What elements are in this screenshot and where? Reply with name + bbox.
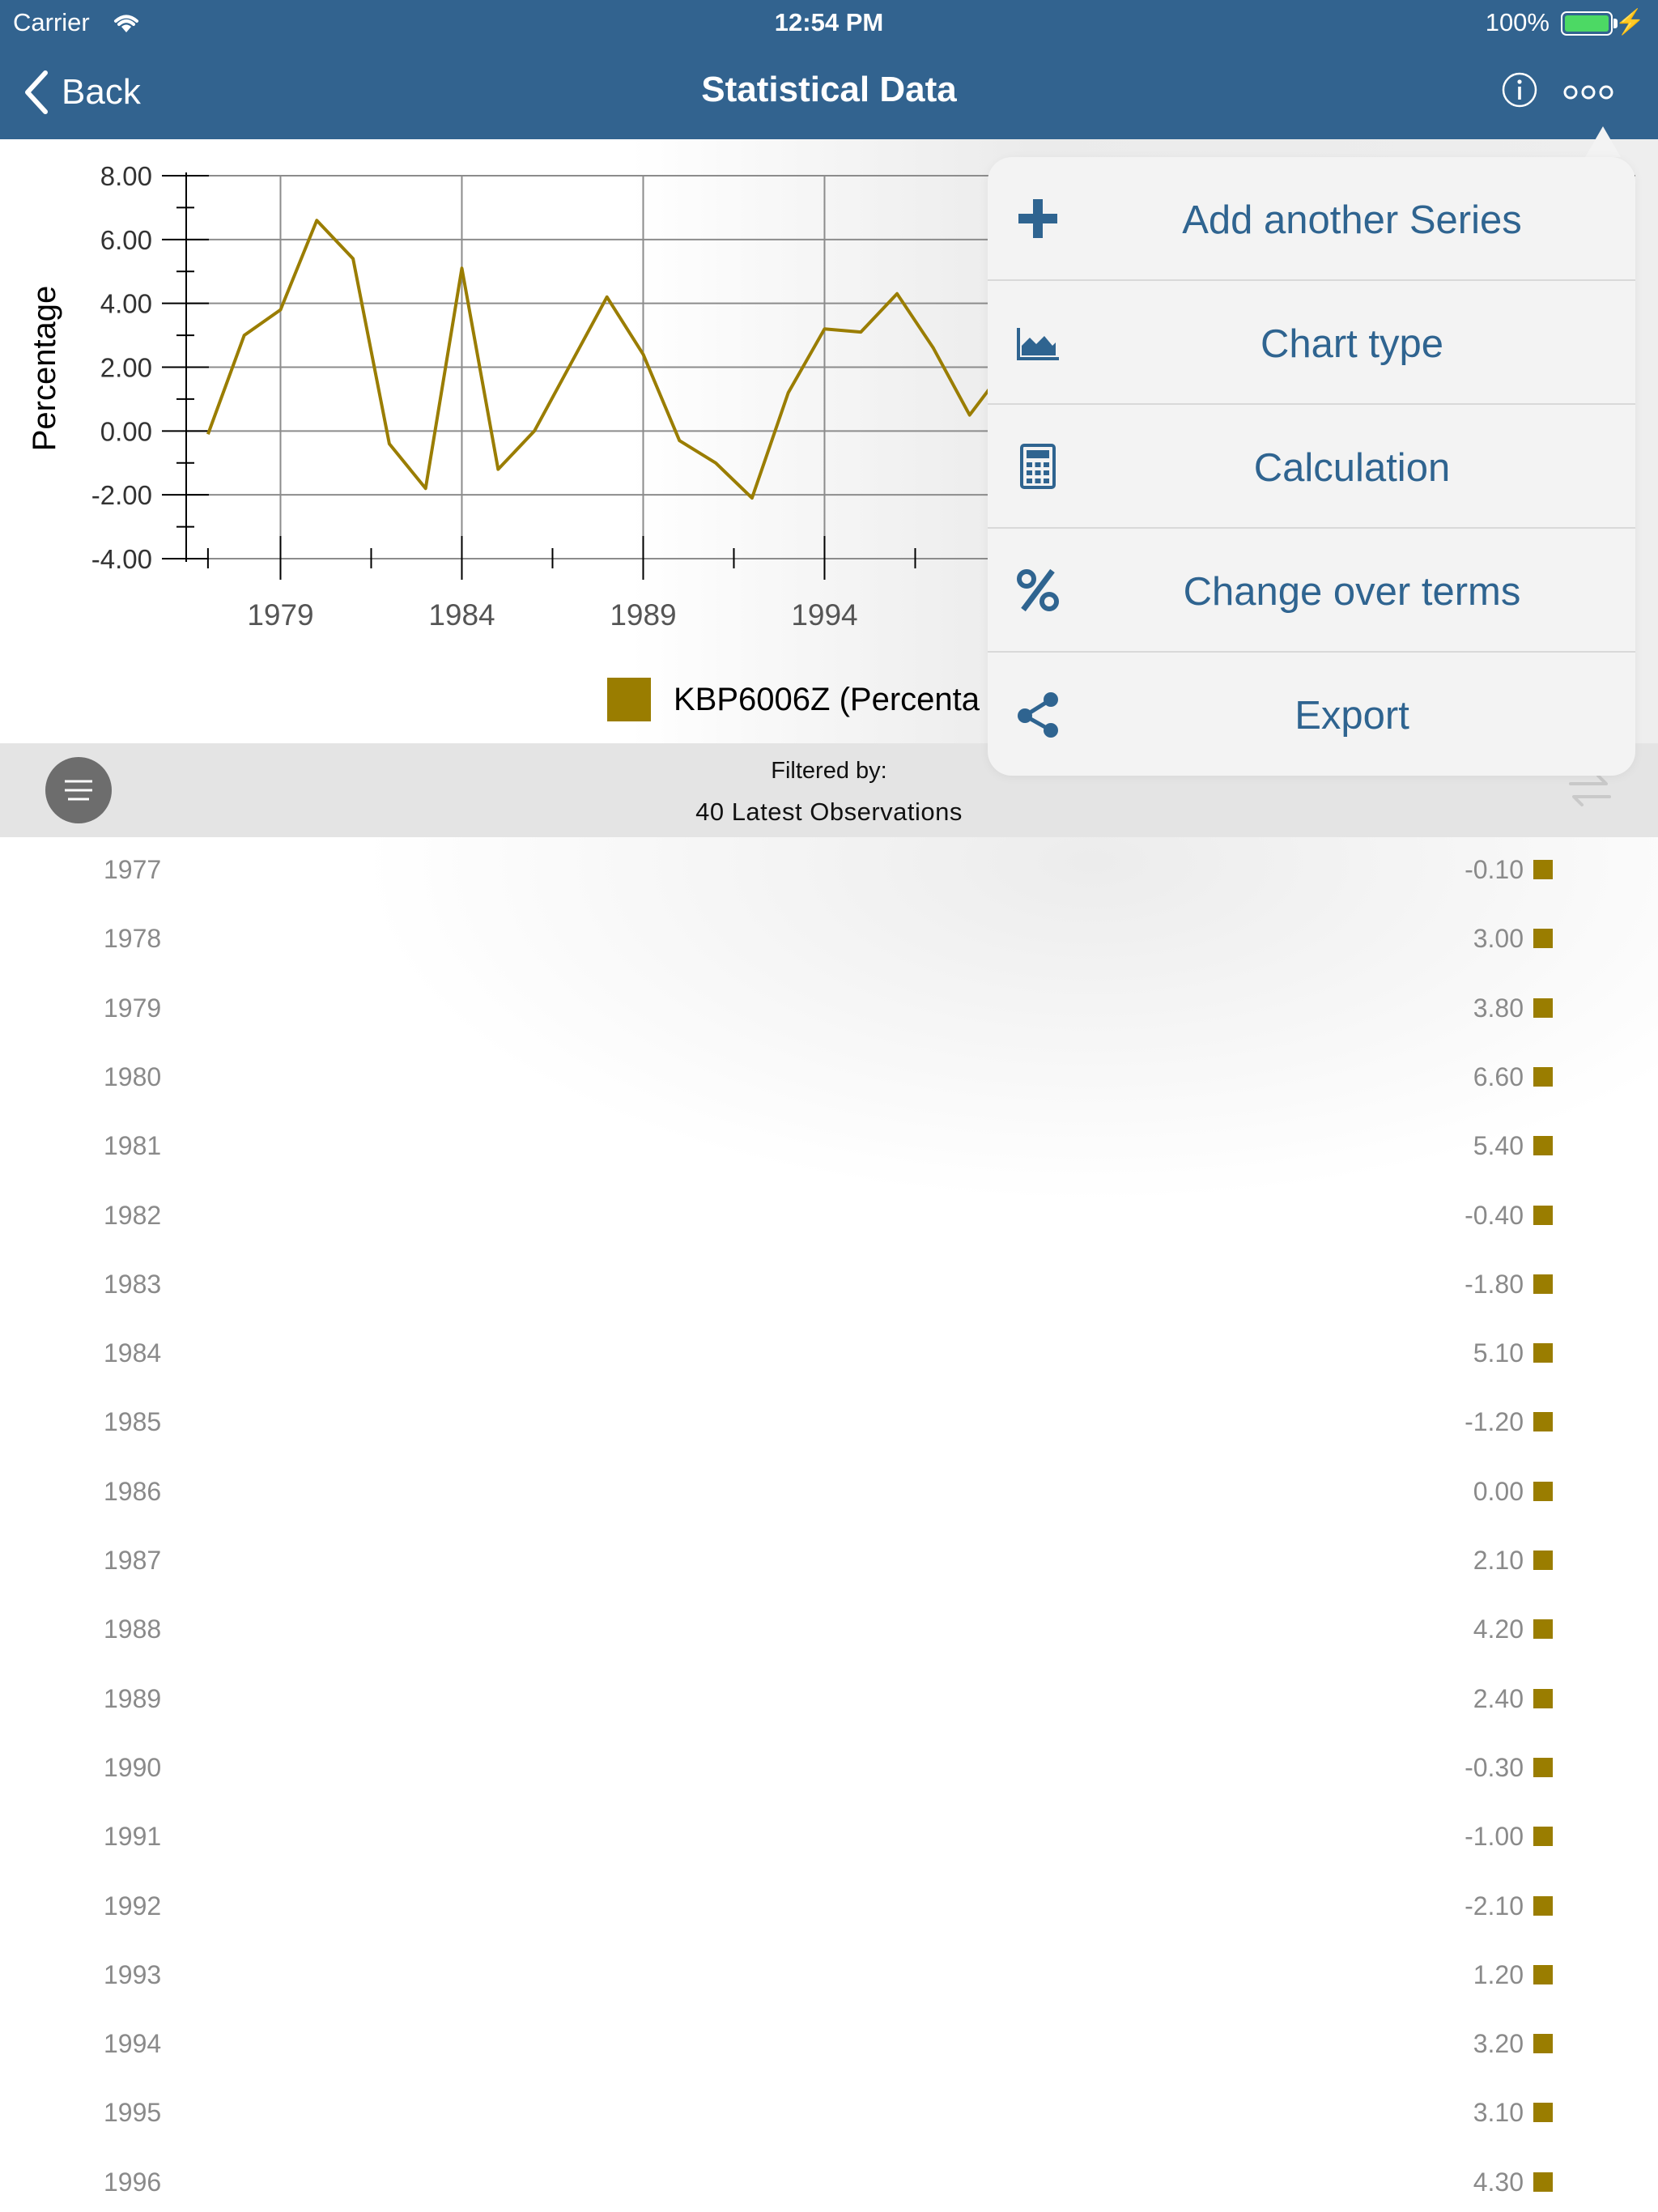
y-tick-label: 6.00	[100, 224, 152, 255]
y-axis-label: Percentage	[27, 285, 62, 452]
series-color-marker	[1533, 998, 1553, 1018]
row-year: 1989	[104, 1683, 162, 1713]
row-year: 1978	[104, 924, 162, 954]
series-color-marker	[1533, 1067, 1553, 1087]
table-row[interactable]	[0, 1113, 1658, 1182]
table-row[interactable]	[0, 1597, 1658, 1665]
share-icon	[1014, 690, 1062, 738]
menu-item-label: Change over terms	[1183, 570, 1521, 614]
table-row[interactable]	[0, 2011, 1658, 2080]
y-tick-label: -2.00	[91, 480, 152, 511]
row-year: 1986	[104, 1476, 162, 1506]
row-value: 3.10	[1473, 2098, 1524, 2128]
series-color-marker	[1533, 1896, 1553, 1916]
observation-list[interactable]	[0, 837, 1658, 2212]
menu-item-calculation[interactable]	[988, 405, 1635, 529]
row-value: 4.20	[1473, 1614, 1524, 1644]
row-value: -0.30	[1465, 1752, 1524, 1782]
table-row[interactable]	[0, 1735, 1658, 1804]
popover-arrow	[1585, 126, 1621, 157]
row-year: 1977	[104, 855, 162, 884]
series-color-marker	[1533, 1343, 1553, 1363]
table-row[interactable]	[0, 1389, 1658, 1458]
table-row[interactable]	[0, 906, 1658, 975]
row-year: 1991	[104, 1822, 162, 1852]
legend-label: KBP6006Z (Percenta	[674, 681, 980, 717]
table-row[interactable]	[0, 2150, 1658, 2212]
table-row[interactable]	[0, 1044, 1658, 1113]
row-value: 4.30	[1473, 2167, 1524, 2197]
more-options-icon[interactable]	[1562, 78, 1614, 107]
x-tick-label: 1979	[247, 598, 314, 632]
table-row[interactable]	[0, 1183, 1658, 1252]
series-color-marker	[1533, 929, 1553, 948]
x-tick-label: 1989	[610, 598, 677, 632]
row-value: -1.00	[1465, 1822, 1524, 1852]
series-color-marker	[1533, 1758, 1553, 1777]
y-tick-label: 2.00	[100, 352, 152, 383]
chart-legend	[607, 678, 980, 721]
row-year: 1992	[104, 1891, 162, 1921]
row-value: -2.10	[1465, 1891, 1524, 1921]
x-tick-label: 1994	[791, 598, 858, 632]
row-year: 1981	[104, 1131, 162, 1161]
row-year: 1984	[104, 1338, 162, 1368]
row-year: 1994	[104, 2029, 162, 2059]
status-time: 12:54 PM	[774, 8, 884, 36]
row-year: 1995	[104, 2098, 162, 2128]
series-color-marker	[1533, 1827, 1553, 1846]
row-value: 2.40	[1473, 1683, 1524, 1713]
row-year: 1980	[104, 1061, 162, 1091]
area-chart-icon	[1014, 318, 1062, 367]
series-line	[208, 220, 1006, 498]
menu-item-label: Chart type	[1260, 322, 1444, 366]
menu-item-label: Add another Series	[1182, 198, 1522, 242]
series-color-marker	[1533, 1136, 1553, 1155]
row-value: -1.20	[1465, 1407, 1524, 1437]
row-value: 3.00	[1473, 924, 1524, 954]
table-row[interactable]	[0, 1321, 1658, 1389]
series-color-marker	[1533, 2103, 1553, 2122]
row-year: 1987	[104, 1546, 162, 1575]
series-color-marker	[1533, 1965, 1553, 1984]
row-year: 1996	[104, 2167, 162, 2197]
series-color-marker	[1533, 1689, 1553, 1708]
charging-icon: ⚡	[1614, 9, 1645, 36]
series-color-marker	[1533, 1274, 1553, 1294]
status-bar	[0, 0, 1658, 45]
menu-item-label: Export	[1295, 694, 1409, 738]
menu-item-label: Calculation	[1253, 446, 1451, 490]
menu-item-chart-type[interactable]	[988, 281, 1635, 405]
series-color-marker	[1533, 1412, 1553, 1431]
info-icon[interactable]	[1501, 71, 1538, 108]
row-value: -1.80	[1465, 1269, 1524, 1299]
table-row[interactable]	[0, 1528, 1658, 1597]
battery-percent: 100%	[1485, 8, 1550, 36]
legend-swatch	[607, 678, 651, 721]
row-value: 5.40	[1473, 1131, 1524, 1161]
row-value: 1.20	[1473, 1959, 1524, 1989]
options-menu	[988, 157, 1635, 776]
page-title: Statistical Data	[701, 70, 957, 109]
row-year: 1993	[104, 1959, 162, 1989]
table-row[interactable]	[0, 1874, 1658, 1942]
row-year: 1988	[104, 1614, 162, 1644]
y-tick-label: 0.00	[100, 416, 152, 447]
filter-value: 40 Latest Observations	[695, 798, 963, 826]
row-year: 1979	[104, 993, 162, 1023]
y-tick-label: 4.00	[100, 288, 152, 319]
table-row[interactable]	[0, 2080, 1658, 2149]
series-color-marker	[1533, 1551, 1553, 1570]
table-row[interactable]	[0, 1252, 1658, 1321]
series-color-marker	[1533, 1482, 1553, 1501]
table-row[interactable]	[0, 1942, 1658, 2011]
filter-label: Filtered by:	[771, 758, 887, 784]
table-row[interactable]	[0, 837, 1658, 906]
row-year: 1982	[104, 1200, 162, 1230]
row-year: 1990	[104, 1752, 162, 1782]
menu-item-change-over-terms[interactable]	[988, 529, 1635, 653]
row-value: -0.40	[1465, 1200, 1524, 1230]
x-tick-label: 1984	[428, 598, 495, 632]
y-tick-label: -4.00	[91, 544, 152, 574]
row-year: 1983	[104, 1269, 162, 1299]
row-year: 1985	[104, 1407, 162, 1437]
menu-item-add-series[interactable]	[988, 157, 1635, 281]
series-color-marker	[1533, 860, 1553, 879]
row-value: 6.60	[1473, 1061, 1524, 1091]
percent-icon	[1014, 566, 1062, 615]
menu-item-export[interactable]	[988, 653, 1635, 776]
navigation-bar	[0, 0, 1658, 139]
series-color-marker	[1533, 2034, 1553, 2053]
carrier-label: Carrier	[13, 8, 90, 36]
row-value: 3.20	[1473, 2029, 1524, 2059]
series-color-marker	[1533, 2172, 1553, 2192]
back-label: Back	[62, 72, 141, 112]
row-value: -0.10	[1465, 855, 1524, 884]
y-tick-label: 8.00	[100, 161, 152, 191]
table-row[interactable]	[0, 1804, 1658, 1873]
plus-icon	[1014, 194, 1062, 243]
table-row[interactable]	[0, 976, 1658, 1044]
row-value: 3.80	[1473, 993, 1524, 1023]
table-row[interactable]	[0, 1459, 1658, 1528]
series-color-marker	[1533, 1619, 1553, 1639]
battery-icon	[1561, 11, 1613, 36]
row-value: 0.00	[1473, 1476, 1524, 1506]
series-color-marker	[1533, 1206, 1553, 1225]
table-row[interactable]	[0, 1666, 1658, 1735]
row-value: 5.10	[1473, 1338, 1524, 1368]
calculator-icon	[1014, 442, 1062, 491]
row-value: 2.10	[1473, 1546, 1524, 1575]
